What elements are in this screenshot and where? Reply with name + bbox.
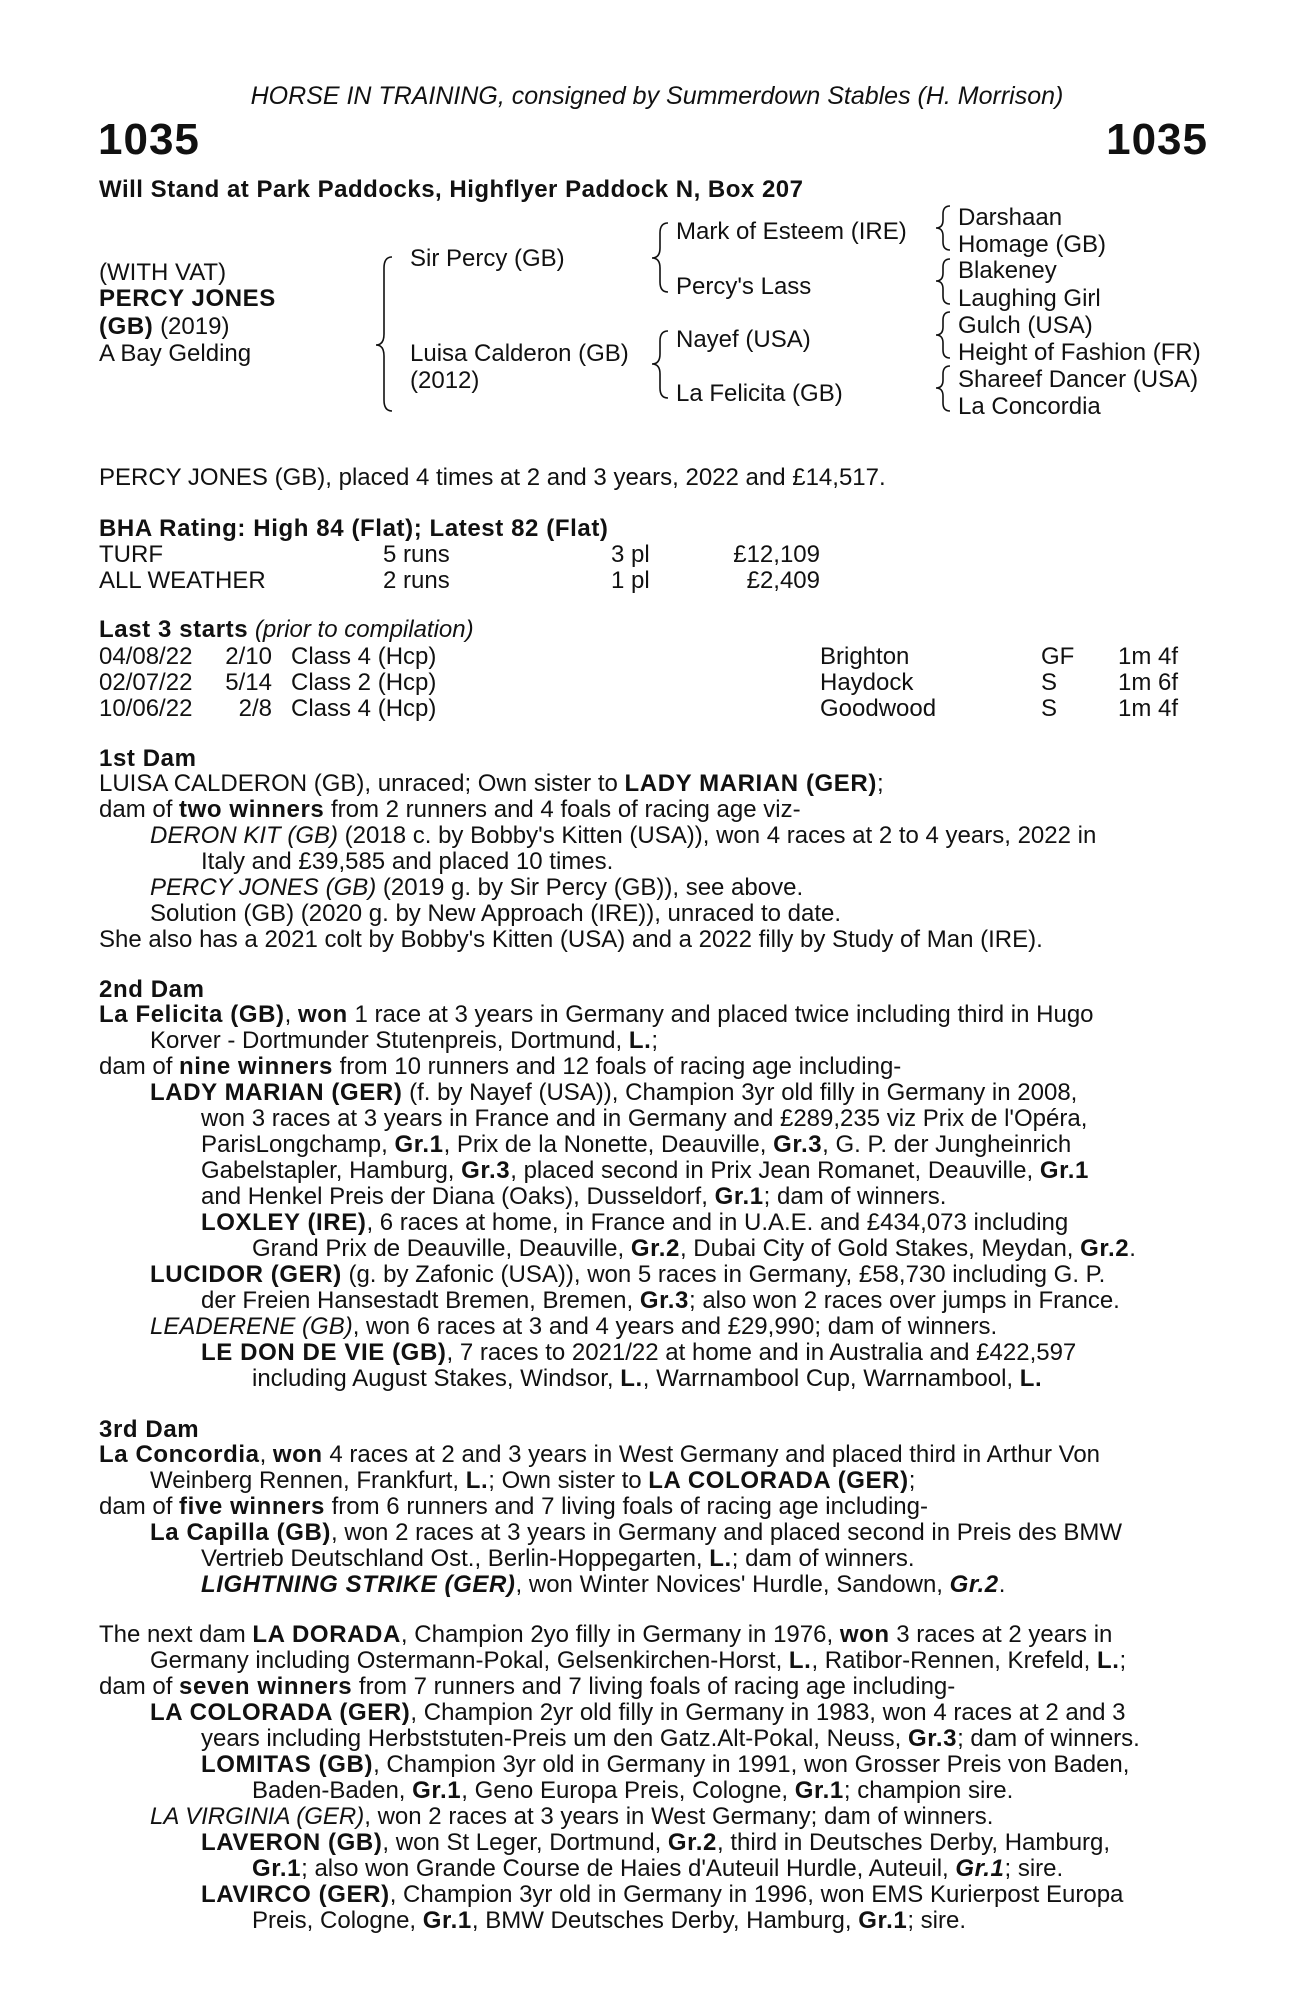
third-dam-line: La Concordia, won 4 races at 2 and 3 years in West Germany and placed third in Arthur Von	[99, 1441, 1101, 1468]
rating-amount: £2,409	[746, 567, 820, 594]
rating-placed: 3 pl	[611, 541, 650, 568]
progeny-entry: LA VIRGINIA (GER), won 2 races at 3 years in West Germany; dam of winners.	[150, 1803, 994, 1830]
first-dam-line: dam of two winners from 2 runners and 4 foals of racing age viz-	[99, 796, 801, 823]
pedigree-dss: Gulch (USA)	[958, 312, 1093, 339]
pedigree-sire-dam: Percy's Lass	[676, 273, 812, 300]
progeny-entry-cont: won 3 races at 3 years in France and in Germany and £289,235 viz Prix de l'Opéra,	[201, 1105, 1088, 1132]
next-dam-line: Germany including Ostermann-Pokal, Gelsenkirchen-Horst, L., Ratibor-Rennen, Krefeld, L.;	[150, 1647, 1127, 1674]
start-going: GF	[1041, 643, 1075, 670]
horse-name: PERCY JONES	[99, 285, 276, 312]
progeny-entry: LAVERON (GB), won St Leger, Dortmund, Gr.2, third in Deutsches Derby, Hamburg,	[201, 1829, 1111, 1856]
progeny-entry: LAVIRCO (GER), Champion 3yr old in Germany in 1996, won EMS Kurierpost Europa	[201, 1881, 1124, 1908]
progeny-entry-cont: Vertrieb Deutschland Ost., Berlin-Hoppegarten, L.; dam of winners.	[201, 1545, 915, 1572]
pedigree-dsd: Height of Fashion (FR)	[958, 339, 1201, 366]
start-course: Brighton	[820, 643, 910, 670]
first-dam-note: She also has a 2021 colt by Bobby's Kitten (USA) and a 2022 filly by Study of Man (IRE).	[99, 926, 1043, 953]
progeny-entry: Solution (GB) (2020 g. by New Approach (IRE)), unraced to date.	[150, 900, 842, 927]
last-starts-heading: Last 3 starts (prior to compilation)	[99, 616, 474, 643]
race-summary: PERCY JONES (GB), placed 4 times at 2 and 3 years, 2022 and £14,517.	[99, 464, 886, 491]
progeny-entry: DERON KIT (GB) (2018 c. by Bobby's Kitten (USA)), won 4 races at 2 to 4 years, 2022 in	[150, 822, 1097, 849]
second-dam-heading: 2nd Dam	[99, 976, 205, 1003]
start-class: Class 2 (Hcp)	[291, 669, 437, 696]
start-going: S	[1041, 695, 1058, 722]
pedigree-sire: Sir Percy (GB)	[410, 245, 565, 272]
bha-rating-heading: BHA Rating: High 84 (Flat); Latest 82 (Flat)	[99, 515, 609, 542]
progeny-entry: LEADERENE (GB), won 6 races at 3 and 4 years and £29,990; dam of winners.	[150, 1313, 998, 1340]
third-dam-line: dam of five winners from 6 runners and 7 living foals of racing age including-	[99, 1493, 928, 1520]
progeny-entry: LOXLEY (IRE), 6 races at home, in France and in U.A.E. and £434,073 including	[201, 1209, 1069, 1236]
progeny-entry-cont: years including Herbststuten-Preis um den Gatz.Alt-Pokal, Neuss, Gr.3; dam of winners.	[201, 1725, 1140, 1752]
progeny-entry-cont: Grand Prix de Deauville, Deauville, Gr.2, Dubai City of Gold Stakes, Meydan, Gr.2.	[252, 1235, 1136, 1262]
start-position: 5/14	[225, 669, 272, 696]
pedigree-sire-sire: Mark of Esteem (IRE)	[676, 218, 907, 245]
rating-placed: 1 pl	[611, 567, 650, 594]
rating-amount: £12,109	[733, 541, 820, 568]
second-dam-line: Korver - Dortmunder Stutenpreis, Dortmund, L.;	[150, 1027, 659, 1054]
rating-surface: ALL WEATHER	[99, 567, 266, 594]
horse-origin: (GB) (2019)	[99, 313, 230, 340]
start-position: 2/8	[238, 695, 272, 722]
progeny-entry-cont: ParisLongchamp, Gr.1, Prix de la Nonette, Deauville, Gr.3, G. P. der Jungheinrich	[201, 1131, 1072, 1158]
progeny-entry: LE DON DE VIE (GB), 7 races to 2021/22 at home and in Australia and £422,597	[201, 1339, 1077, 1366]
progeny-entry: LADY MARIAN (GER) (f. by Nayef (USA)), Champion 3yr old filly in Germany in 2008,	[150, 1079, 1078, 1106]
third-dam-line: Weinberg Rennen, Frankfurt, L.; Own sister to LA COLORADA (GER);	[150, 1467, 916, 1494]
rating-runs: 2 runs	[383, 567, 450, 594]
progeny-entry: LIGHTNING STRIKE (GER), won Winter Novices' Hurdle, Sandown, Gr.2.	[201, 1571, 1006, 1598]
pedigree-ddd: La Concordia	[958, 393, 1101, 420]
progeny-entry: LUCIDOR (GER) (g. by Zafonic (USA)), won 5 races in Germany, £58,730 including G. P.	[150, 1261, 1106, 1288]
lot-number-right: 1035	[1106, 115, 1208, 164]
start-position: 2/10	[225, 643, 272, 670]
rating-runs: 5 runs	[383, 541, 450, 568]
start-going: S	[1041, 669, 1058, 696]
progeny-entry: LOMITAS (GB), Champion 3yr old in Germany in 1991, won Grosser Preis von Baden,	[201, 1751, 1130, 1778]
pedigree-ssd: Homage (GB)	[958, 231, 1107, 258]
pedigree-sss: Darshaan	[958, 204, 1063, 231]
progeny-entry-cont: Gr.1; also won Grande Course de Haies d'Auteuil Hurdle, Auteuil, Gr.1; sire.	[252, 1855, 1064, 1882]
progeny-entry-cont: Preis, Cologne, Gr.1, BMW Deutsches Derby, Hamburg, Gr.1; sire.	[252, 1907, 967, 1934]
start-date: 04/08/22	[99, 643, 193, 670]
lot-number-left: 1035	[98, 115, 200, 164]
progeny-entry: LA COLORADA (GER), Champion 2yr old filly in Germany in 1983, won 4 races at 2 and 3	[150, 1699, 1126, 1726]
second-dam-line: dam of nine winners from 10 runners and 12 foals of racing age including-	[99, 1053, 902, 1080]
progeny-entry-cont: including August Stakes, Windsor, L., Warrnambool Cup, Warrnambool, L.	[252, 1365, 1043, 1392]
consignment-line: HORSE IN TRAINING, consigned by Summerdown Stables (H. Morrison)	[250, 82, 1064, 110]
start-date: 02/07/22	[99, 669, 193, 696]
pedigree-sds: Blakeney	[958, 257, 1057, 284]
progeny-entry-cont: Italy and £39,585 and placed 10 times.	[201, 848, 614, 875]
pedigree-sdd: Laughing Girl	[958, 285, 1101, 312]
first-dam-heading: 1st Dam	[99, 745, 197, 772]
progeny-entry: La Capilla (GB), won 2 races at 3 years in Germany and placed second in Preis des BMW	[150, 1519, 1123, 1546]
horse-description: A Bay Gelding	[99, 340, 252, 367]
next-dam-line: The next dam LA DORADA, Champion 2yo filly in Germany in 1976, won 3 races at 2 years in	[99, 1621, 1113, 1648]
pedigree-dam-year: (2012)	[410, 367, 480, 394]
progeny-entry-cont: der Freien Hansestadt Bremen, Bremen, Gr.3; also won 2 races over jumps in France.	[201, 1287, 1120, 1314]
first-dam-line: LUISA CALDERON (GB), unraced; Own sister to LADY MARIAN (GER);	[99, 770, 884, 797]
second-dam-line: La Felicita (GB), won 1 race at 3 years in Germany and placed twice including third in Hugo	[99, 1001, 1094, 1028]
start-class: Class 4 (Hcp)	[291, 643, 437, 670]
progeny-entry: PERCY JONES (GB) (2019 g. by Sir Percy (GB)), see above.	[150, 874, 804, 901]
rating-surface: TURF	[99, 541, 163, 568]
vat-note: (WITH VAT)	[99, 259, 227, 286]
start-course: Goodwood	[820, 695, 937, 722]
next-dam-line: dam of seven winners from 7 runners and 7 living foals of racing age including-	[99, 1673, 956, 1700]
progeny-entry-cont: Baden-Baden, Gr.1, Geno Europa Preis, Cologne, Gr.1; champion sire.	[252, 1777, 1014, 1804]
start-distance: 1m 4f	[1118, 643, 1179, 670]
stable-location: Will Stand at Park Paddocks, Highflyer Paddock N, Box 207	[99, 176, 804, 203]
pedigree-dds: Shareef Dancer (USA)	[958, 366, 1199, 393]
start-class: Class 4 (Hcp)	[291, 695, 437, 722]
start-date: 10/06/22	[99, 695, 193, 722]
progeny-entry-cont: and Henkel Preis der Diana (Oaks), Dusseldorf, Gr.1; dam of winners.	[201, 1183, 947, 1210]
pedigree-dam: Luisa Calderon (GB)	[410, 340, 629, 367]
start-distance: 1m 4f	[1118, 695, 1179, 722]
start-course: Haydock	[820, 669, 914, 696]
progeny-entry-cont: Gabelstapler, Hamburg, Gr.3, placed second in Prix Jean Romanet, Deauville, Gr.1	[201, 1157, 1089, 1184]
pedigree-dam-dam: La Felicita (GB)	[676, 380, 843, 407]
start-distance: 1m 6f	[1118, 669, 1179, 696]
third-dam-heading: 3rd Dam	[99, 1416, 200, 1443]
pedigree-dam-sire: Nayef (USA)	[676, 326, 811, 353]
